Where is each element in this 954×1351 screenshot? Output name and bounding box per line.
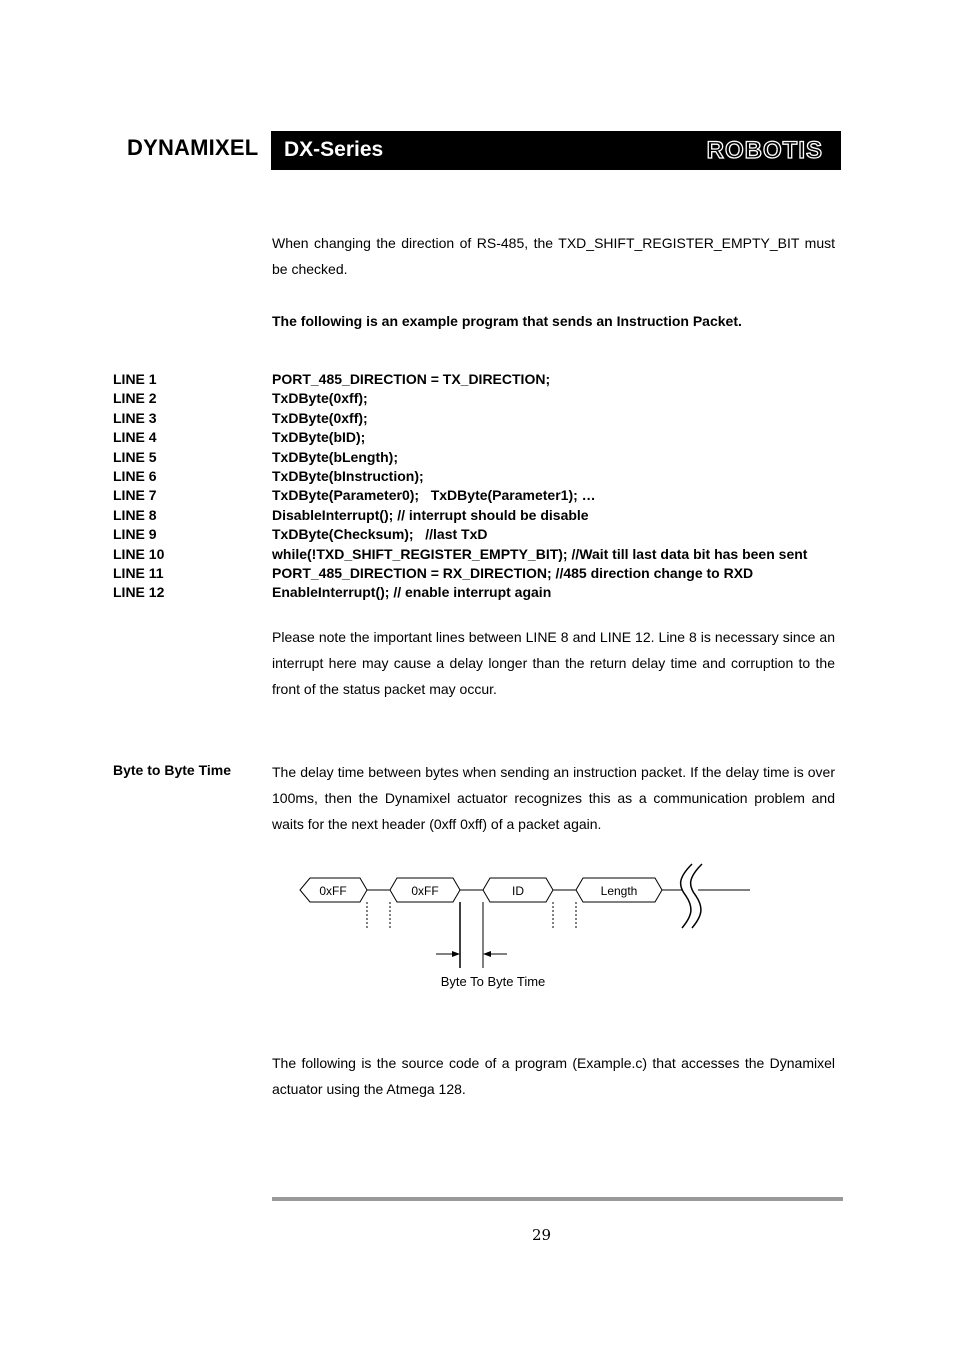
note-paragraph: Please note the important lines between LINE 8 and LINE 12. Line 8 is necessary since an interrupt here may cause a delay longer than the return delay time and corruption to the front of the status packet may occur.: [272, 629, 835, 697]
line-code: TxDByte(bInstruction);: [272, 467, 424, 484]
line-code: TxDByte(bID);: [272, 429, 366, 446]
line-label: LINE 6: [113, 467, 157, 484]
line-label: LINE 12: [113, 584, 165, 601]
line-label: LINE 11: [113, 564, 164, 581]
break-mark: [681, 864, 692, 928]
section-label: Byte to Byte Time: [113, 762, 231, 778]
line-code: TxDByte(Parameter0); TxDByte(Parameter1); …: [272, 487, 596, 504]
brand-title: DYNAMIXEL: [127, 135, 259, 160]
line-label: LINE 5: [113, 448, 157, 465]
code-line: [113, 564, 853, 583]
code-line: [113, 448, 853, 467]
line-code: PORT_485_DIRECTION = TX_DIRECTION;: [272, 371, 551, 387]
robotis-logo: ROBOTIS: [706, 137, 823, 164]
diagram-caption: Byte To Byte Time: [440, 974, 546, 989]
example-heading: The following is an example program that sends an Instruction Packet.: [272, 313, 742, 329]
packet-label: 0xFF: [319, 884, 347, 898]
line-label: LINE 9: [113, 526, 157, 543]
code-listing: [113, 370, 853, 603]
line-label: LINE 3: [113, 409, 157, 426]
line-code: PORT_485_DIRECTION = RX_DIRECTION; //485 direction change to RXD: [272, 564, 754, 581]
line-code: TxDByte(Checksum); //last TxD: [272, 526, 488, 543]
closing-paragraph: The following is the source code of a program (Example.c) that accesses the Dynamixel actuator using the Atmega 128.: [272, 1055, 835, 1097]
code-line: [113, 506, 853, 525]
code-line: [113, 428, 853, 447]
line-label: LINE 2: [113, 390, 157, 407]
packet-label: Length: [600, 884, 638, 898]
line-code: TxDByte(0xff);: [272, 409, 368, 426]
break-mark: [691, 864, 702, 928]
code-line: [113, 389, 853, 408]
line-code: while(!TXD_SHIFT_REGISTER_EMPTY_BIT); //Wait till last data bit has been sent: [272, 545, 808, 562]
code-line: [113, 545, 853, 564]
footer-rule: [272, 1197, 843, 1201]
code-line: [113, 583, 853, 602]
packet-label: 0xFF: [411, 884, 439, 898]
code-line: [113, 467, 853, 486]
packet-label: ID: [512, 884, 524, 898]
line-label: LINE 10: [113, 545, 165, 562]
code-line: [113, 486, 853, 505]
page-number: 29: [532, 1226, 552, 1244]
line-code: DisableInterrupt(); // interrupt should be disable: [272, 506, 589, 523]
series-title: DX-Series: [284, 138, 384, 161]
line-label: LINE 1: [113, 371, 157, 387]
byte-time-paragraph: The delay time between bytes when sending an instruction packet. If the delay time is over 100ms, then the Dynamixel actuator recognizes this as a communication problem and waits for the next header (0xff 0xff) of a packet again.: [272, 764, 835, 832]
code-line: [113, 525, 853, 544]
intro-paragraph: When changing the direction of RS-485, the TXD_SHIFT_REGISTER_EMPTY_BIT must be checked.: [272, 235, 835, 277]
line-label: LINE 4: [113, 429, 157, 446]
line-label: LINE 7: [113, 487, 157, 504]
line-label: LINE 8: [113, 506, 157, 523]
line-code: TxDByte(bLength);: [272, 448, 398, 465]
timing-diagram: [280, 860, 760, 1000]
line-code: TxDByte(0xff);: [272, 390, 368, 407]
line-code: EnableInterrupt(); // enable interrupt again: [272, 584, 552, 601]
code-line: [113, 370, 853, 389]
header-bar: [271, 131, 841, 170]
code-line: [113, 409, 853, 428]
